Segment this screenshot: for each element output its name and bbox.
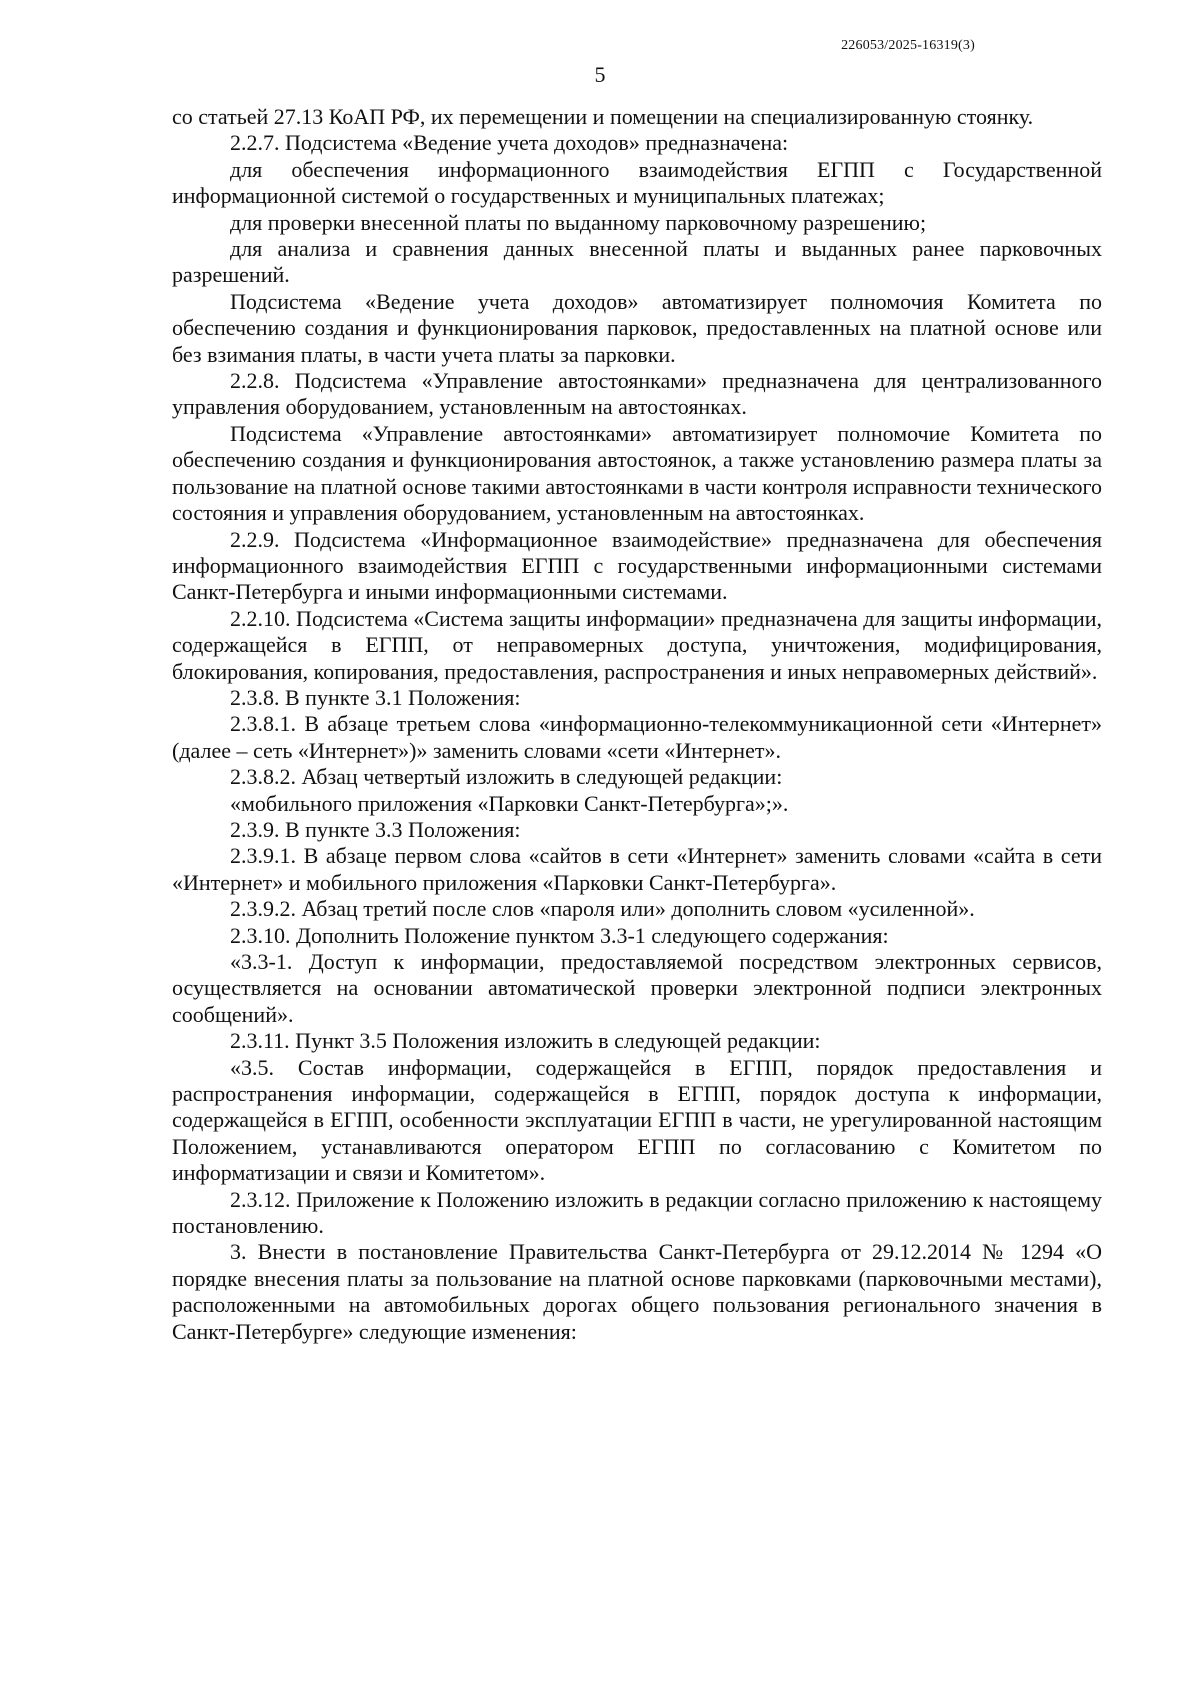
paragraph: 2.3.9. В пункте 3.3 Положения: [230,816,521,842]
paragraph: 3. Внести в постановление Правительства Санкт-Петербурга от 29.12.2014 № 1294 «О порядке внесения платы за пользование на платной основе парковками (парковочными местами), расположенными на автомобильных дорогах общего пользования регионального значения в Санкт-Петербурге» следующие изменения: [172,1239,1102,1344]
paragraph: Подсистема «Управление автостоянками» автоматизирует полномочие Комитета по обеспечению создания и функционирования автостоянок, а также установлению размера платы за пользование на платной основе такими автостоянками в части контроля исправности технического состояния и управления оборудованием, установленным на автостоянках. [172,420,1102,526]
paragraph: 2.3.8. В пункте 3.1 Положения: [230,684,521,710]
document-registration-number: 226053/2025-16319(3) [841,38,975,53]
paragraph: 2.3.9.1. В абзаце первом слова «сайтов в сети «Интернет» заменить словами «сайта в сети «Интернет» и мобильного приложения «Парковки Санкт-Петербурга». [172,843,1102,895]
paragraph: 2.3.12. Приложение к Положению изложить в редакции согласно приложению к настоящему постановлению. [172,1186,1102,1239]
document-body [172,104,1102,1345]
paragraph: Подсистема «Ведение учета доходов» автоматизирует полномочия Комитета по обеспечению создания и функционирования парковок, предоставленных на платной основе или без взимания платы, в части учета платы за парковки. [172,288,1102,367]
paragraph: «3.3-1. Доступ к информации, предоставляемой посредством электронных сервисов, осуществляется на основании автоматической проверки электронной подписи электронных сообщений». [172,949,1102,1027]
paragraph: 2.2.10. Подсистема «Система защиты информации» предназначена для защиты информации, содержащейся в ЕГПП, от неправомерных доступа, уничтожения, модифицирования, блокирования, копирования, предоставления, распространения и иных неправомерных действий». [172,605,1102,684]
paragraph: 2.3.10. Дополнить Положение пунктом 3.3-1 следующего содержания: [230,922,889,948]
paragraph: со статьей 27.13 КоАП РФ, их перемещении и помещении на специализированную стоянку. [172,104,1034,129]
paragraph: 2.2.7. Подсистема «Ведение учета доходов» предназначена: [230,130,789,156]
paragraph: 2.3.11. Пункт 3.5 Положения изложить в следующей редакции: [230,1028,821,1054]
paragraph: 2.3.8.2. Абзац четвертый изложить в следующей редакции: [230,764,783,790]
paragraph: для обеспечения информационного взаимодействия ЕГПП с Государственной информационной системой о государственных и муниципальных платежах; [172,156,1102,209]
paragraph: для проверки внесенной платы по выданному парковочному разрешению; [230,209,927,235]
paragraph: 2.2.9. Подсистема «Информационное взаимодействие» предназначена для обеспечения информационного взаимодействия ЕГПП с государственными информационными системами Санкт-Петербурга и иными информационными системами. [172,526,1102,605]
page-number: 5 [594,62,606,87]
paragraph: для анализа и сравнения данных внесенной платы и выданных ранее парковочных разрешений. [172,236,1102,288]
paragraph: 2.3.8.1. В абзаце третьем слова «информационно-телекоммуникационной сети «Интернет» (далее – сеть «Интернет»)» заменить словами «сети «Интернет». [172,711,1102,763]
paragraph: «3.5. Состав информации, содержащейся в ЕГПП, порядок предоставления и распространения информации, содержащейся в ЕГПП, порядок доступа к информации, содержащейся в ЕГПП, особенности эксплуатации ЕГПП в части, не урегулированной настоящим Положением, устанавливаются оператором ЕГПП по согласованию с Комитетом по информатизации и связи и Комитетом». [172,1054,1102,1186]
paragraph: «мобильного приложения «Парковки Санкт-Петербурга»;». [230,790,789,816]
paragraph: 2.3.9.2. Абзац третий после слов «пароля или» дополнить словом «усиленной». [230,896,975,922]
paragraph: 2.2.8. Подсистема «Управление автостоянками» предназначена для централизованного управления оборудованием, установленным на автостоянках. [172,368,1102,420]
